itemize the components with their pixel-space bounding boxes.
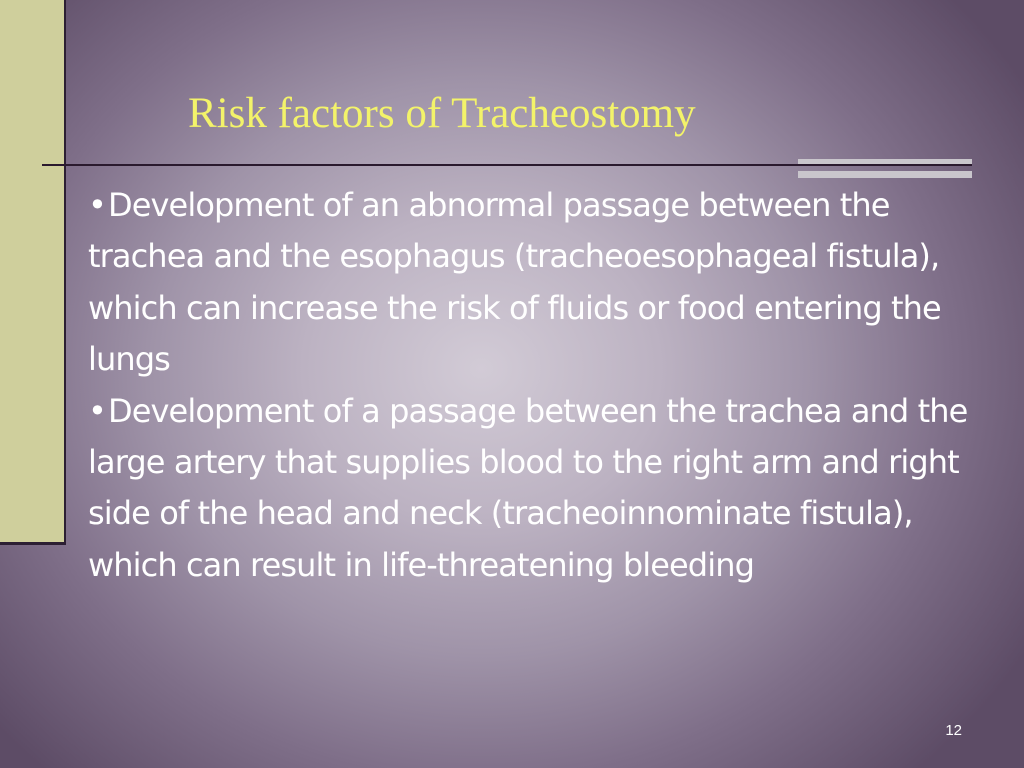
- bullet-icon: •: [88, 186, 106, 224]
- slide-title: Risk factors of Tracheostomy: [188, 90, 696, 137]
- bullet-item: [88, 386, 988, 592]
- bullet-icon: •: [88, 391, 106, 430]
- title-divider-line: [42, 164, 972, 166]
- side-accent-bar: [0, 0, 66, 545]
- bullet-text: Development of an abnormal passage between the trachea and the esophagus (tracheoesophageal fistula), which can increase the risk of fluids or food entering the lungs: [88, 186, 941, 379]
- bullet-list: [88, 180, 988, 591]
- page-number: 12: [945, 722, 962, 739]
- title-accent-line-bottom: [798, 171, 972, 178]
- bullet-text: Development of a passage between the trachea and the large artery that supplies blood to the right arm and right side of the head and neck (tracheoinnominate fistula), which can result in life-threatening bleeding: [88, 391, 968, 584]
- bullet-item: [88, 180, 988, 386]
